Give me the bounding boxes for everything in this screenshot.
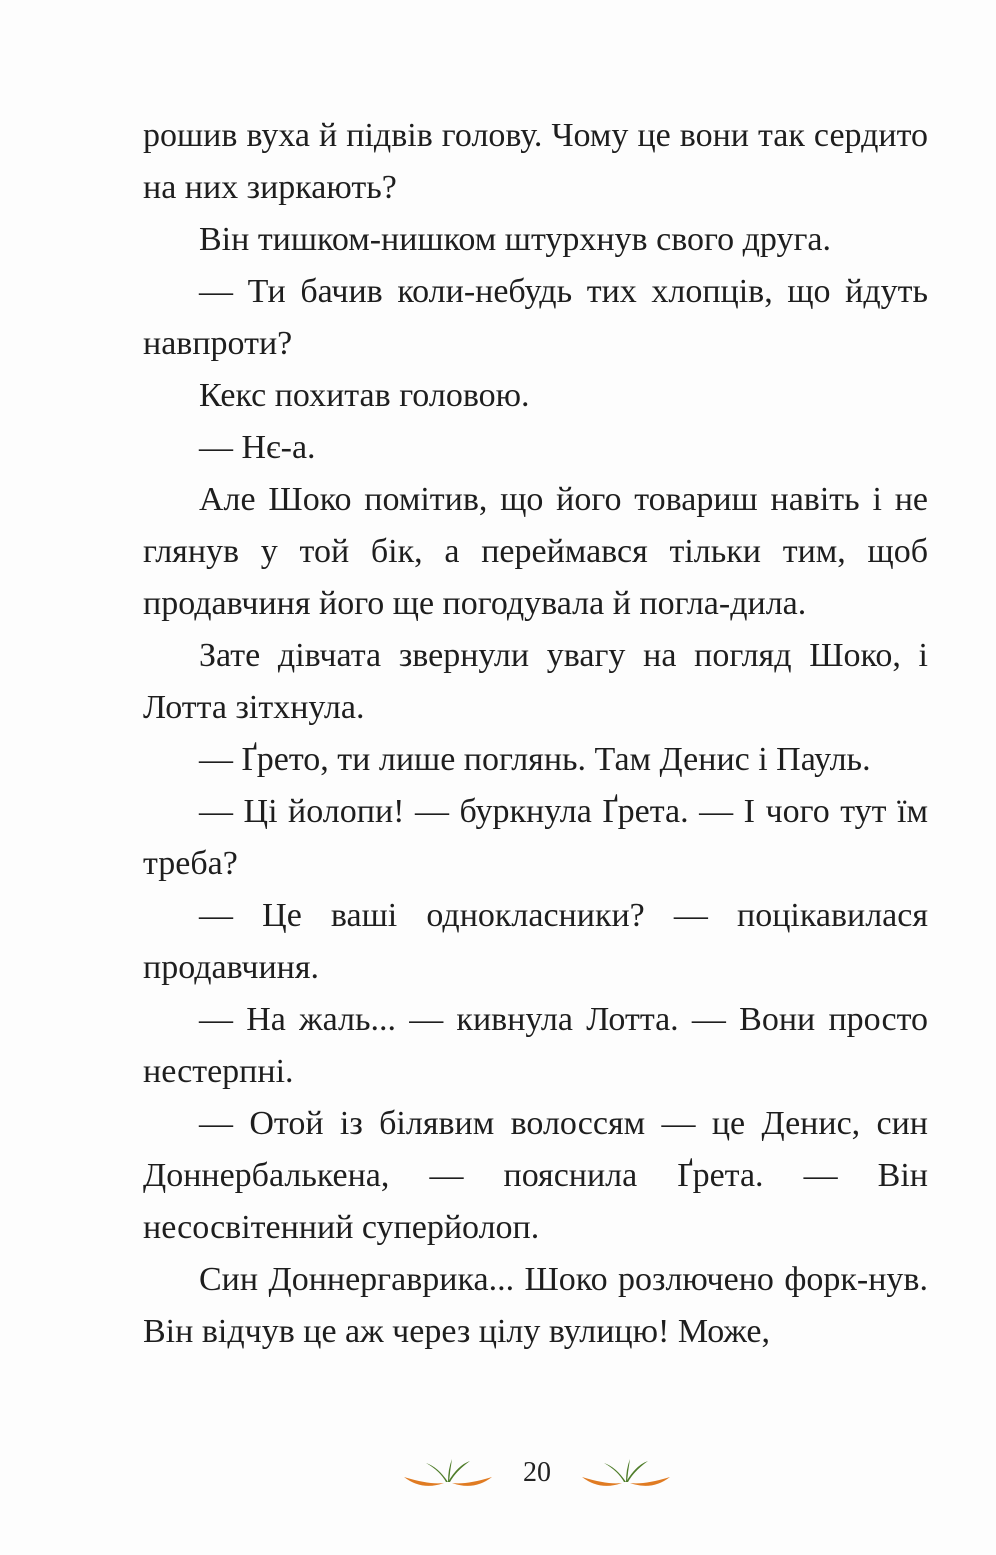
paragraph: Але Шоко помітив, що його товариш навіть і не глянув у той бік, а переймався тільки тим, щоб продавчиня його ще погодувала й погла-дила. — [143, 481, 928, 622]
paragraph: — Ти бачив коли-небудь тих хлопців, що йдуть навпроти? — [143, 273, 928, 362]
paragraph: — Отой із білявим волоссям — це Денис, син Доннербалькена, — пояснила Ґрета. — Він несосвітенний суперйолоп. — [143, 1105, 928, 1246]
page-number: 20 — [523, 1457, 551, 1488]
paragraph: — Нє-а. — [199, 429, 316, 466]
page-footer — [0, 1455, 996, 1505]
body-text — [143, 110, 928, 1358]
paragraph: — Ці йолопи! — буркнула Ґрета. — І чого тут їм треба? — [143, 793, 928, 882]
paragraph: — На жаль... — кивнула Лотта. — Вони просто нестерпні. — [143, 1001, 928, 1090]
paragraph: Кекс похитав головою. — [199, 377, 530, 414]
paragraph: — Це ваші однокласники? — поцікавилася продавчиня. — [143, 897, 928, 986]
paragraph: Зате дівчата звернули увагу на погляд Шоко, і Лотта зітхнула. — [143, 637, 928, 726]
carrot-ornament-left-icon — [400, 1455, 496, 1497]
paragraph: Син Доннергаврика... Шоко розлючено форк-нув. Він відчув це аж через цілу вулицю! Може, — [143, 1261, 928, 1350]
carrot-ornament-right-icon — [578, 1455, 674, 1497]
paragraph: — Ґрето, ти лише поглянь. Там Денис і Пауль. — [199, 741, 871, 778]
paragraph: рошив вуха й підвів голову. Чому це вони так сердито на них зиркають? — [143, 117, 928, 206]
paragraph: Він тишком-нишком штурхнув свого друга. — [199, 221, 832, 258]
